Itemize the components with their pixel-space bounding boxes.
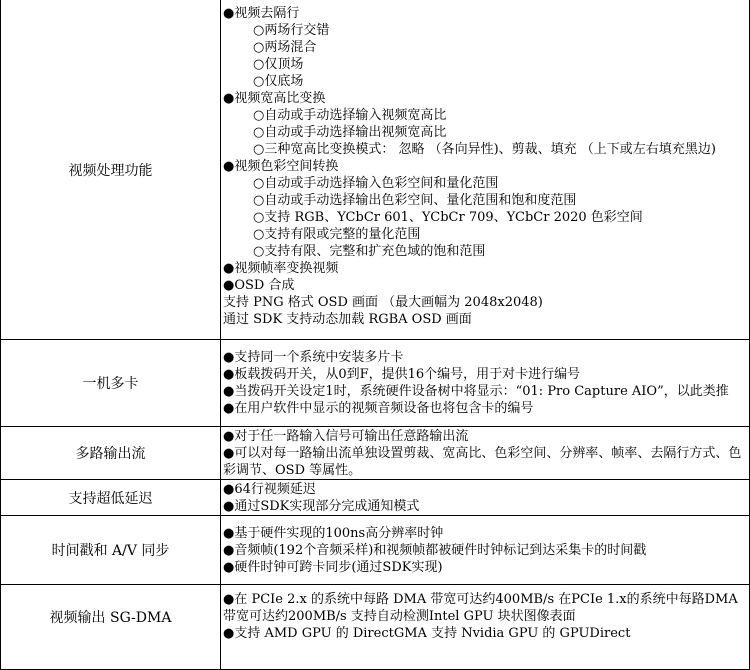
bullet-line: ●在用户软件中显示的视频音频设备也将包含卡的编号 bbox=[223, 401, 534, 416]
sub-bullet-line: ○三种宽高比变换模式： 忽略 （各向异性)、剪裁、填充 （上下或左右填充黑边) bbox=[253, 142, 716, 157]
table-row bbox=[1, 480, 750, 516]
bullet-line: ●音频帧(192个音频采样)和视频帧都被硬件时钟标记到达采集卡的时间戳 bbox=[223, 542, 647, 558]
sub-bullet-line: ○自动或手动选择输入视频宽高比 bbox=[253, 108, 447, 123]
category-cell: 多路输出流 bbox=[1, 427, 221, 480]
category-cell: 时间戳和 A/V 同步 bbox=[1, 516, 221, 585]
description-cell bbox=[221, 516, 750, 585]
table-row bbox=[1, 427, 750, 480]
bullet-line: ●板载拨码开关，从0到F，提供16个编号，用于对卡进行编号 bbox=[223, 367, 581, 382]
description-cell bbox=[221, 480, 750, 516]
bullet-line: ●64行视频延迟 bbox=[223, 481, 316, 497]
bullet-line: ●支持 AMD GPU 的 DirectGMA 支持 Nvidia GPU 的 GPUDirect bbox=[223, 626, 631, 641]
table-row bbox=[1, 340, 750, 427]
description-cell bbox=[221, 427, 750, 480]
bullet-line: ●可以对每一路输出流单独设置剪裁、宽高比、色彩空间、分辨率、帧率、去隔行方式、色彩调节、OSD 等属性。 bbox=[223, 445, 742, 478]
table-row bbox=[1, 516, 750, 585]
sub-bullet-line: ○两场混合 bbox=[253, 40, 317, 55]
bullet-line: ●当拨码开关设定1时，系统硬件设备树中将显示：“01: Pro Capture AIO”，以此类推 bbox=[223, 384, 729, 399]
sub-bullet-line: ○支持有限或完整的量化范围 bbox=[253, 227, 421, 242]
bullet-line: ●在 PCIe 2.x 的系统中每路 DMA 带宽可达约400MB/s 在PCIe 1.x的系统中每路DMA带宽可达约200MB/s 支持自动检测Intel GPU 块状图像表面 bbox=[223, 592, 738, 624]
sub-bullet-line: ○支持 RGB、YCbCr 601、YCbCr 709、YCbCr 2020 色彩空间 bbox=[253, 210, 643, 225]
bullet-line: ●视频帧率变换视频 bbox=[223, 261, 339, 276]
bullet-line: ●通过SDK实现部分完成通知模式 bbox=[223, 498, 420, 514]
sub-bullet-line: ○自动或手动选择输出视频宽高比 bbox=[253, 125, 447, 140]
description-cell bbox=[221, 340, 750, 427]
bullet-line: ●视频宽高比变换 bbox=[223, 91, 326, 106]
sub-bullet-line: ○自动或手动选择输入色彩空间和量化范围 bbox=[253, 176, 499, 191]
bullet-line: ●支持同一个系统中安装多片卡 bbox=[223, 350, 404, 365]
bullet-line: ●基于硬件实现的100ns高分辨率时钟 bbox=[223, 525, 444, 541]
sub-bullet-line: ○仅顶场 bbox=[253, 57, 304, 72]
table-row bbox=[1, 0, 750, 340]
description-cell bbox=[221, 585, 750, 670]
sub-bullet-line: ○仅底场 bbox=[253, 74, 304, 89]
table-row bbox=[1, 585, 750, 670]
category-cell: 支持超低延迟 bbox=[1, 480, 221, 516]
bullet-line: ●对于任一路输入信号可输出任意路输出流 bbox=[223, 428, 469, 444]
sub-bullet-line: ○支持有限、完整和扩充色域的饱和范围 bbox=[253, 244, 486, 259]
category-cell: 一机多卡 bbox=[1, 340, 221, 427]
body-line: 通过 SDK 支持动态加载 RGBA OSD 画面 bbox=[223, 312, 472, 327]
sub-bullet-line: ○自动或手动选择输出色彩空间、量化范围和饱和度范围 bbox=[253, 193, 577, 208]
body-line: 支持 PNG 格式 OSD 画面 （最大画幅为 2048x2048) bbox=[223, 295, 543, 310]
category-cell: 视频输出 SG-DMA bbox=[1, 585, 221, 670]
bullet-line: ●硬件时钟可跨卡同步(通过SDK实现) bbox=[223, 559, 443, 575]
bullet-line: ●OSD 合成 bbox=[223, 278, 295, 293]
sub-bullet-line: ○两场行交错 bbox=[253, 23, 330, 38]
category-cell: 视频处理功能 bbox=[1, 0, 221, 340]
bullet-line: ●视频去隔行 bbox=[223, 6, 300, 21]
description-cell bbox=[221, 0, 750, 340]
bullet-line: ●视频色彩空间转换 bbox=[223, 159, 339, 174]
